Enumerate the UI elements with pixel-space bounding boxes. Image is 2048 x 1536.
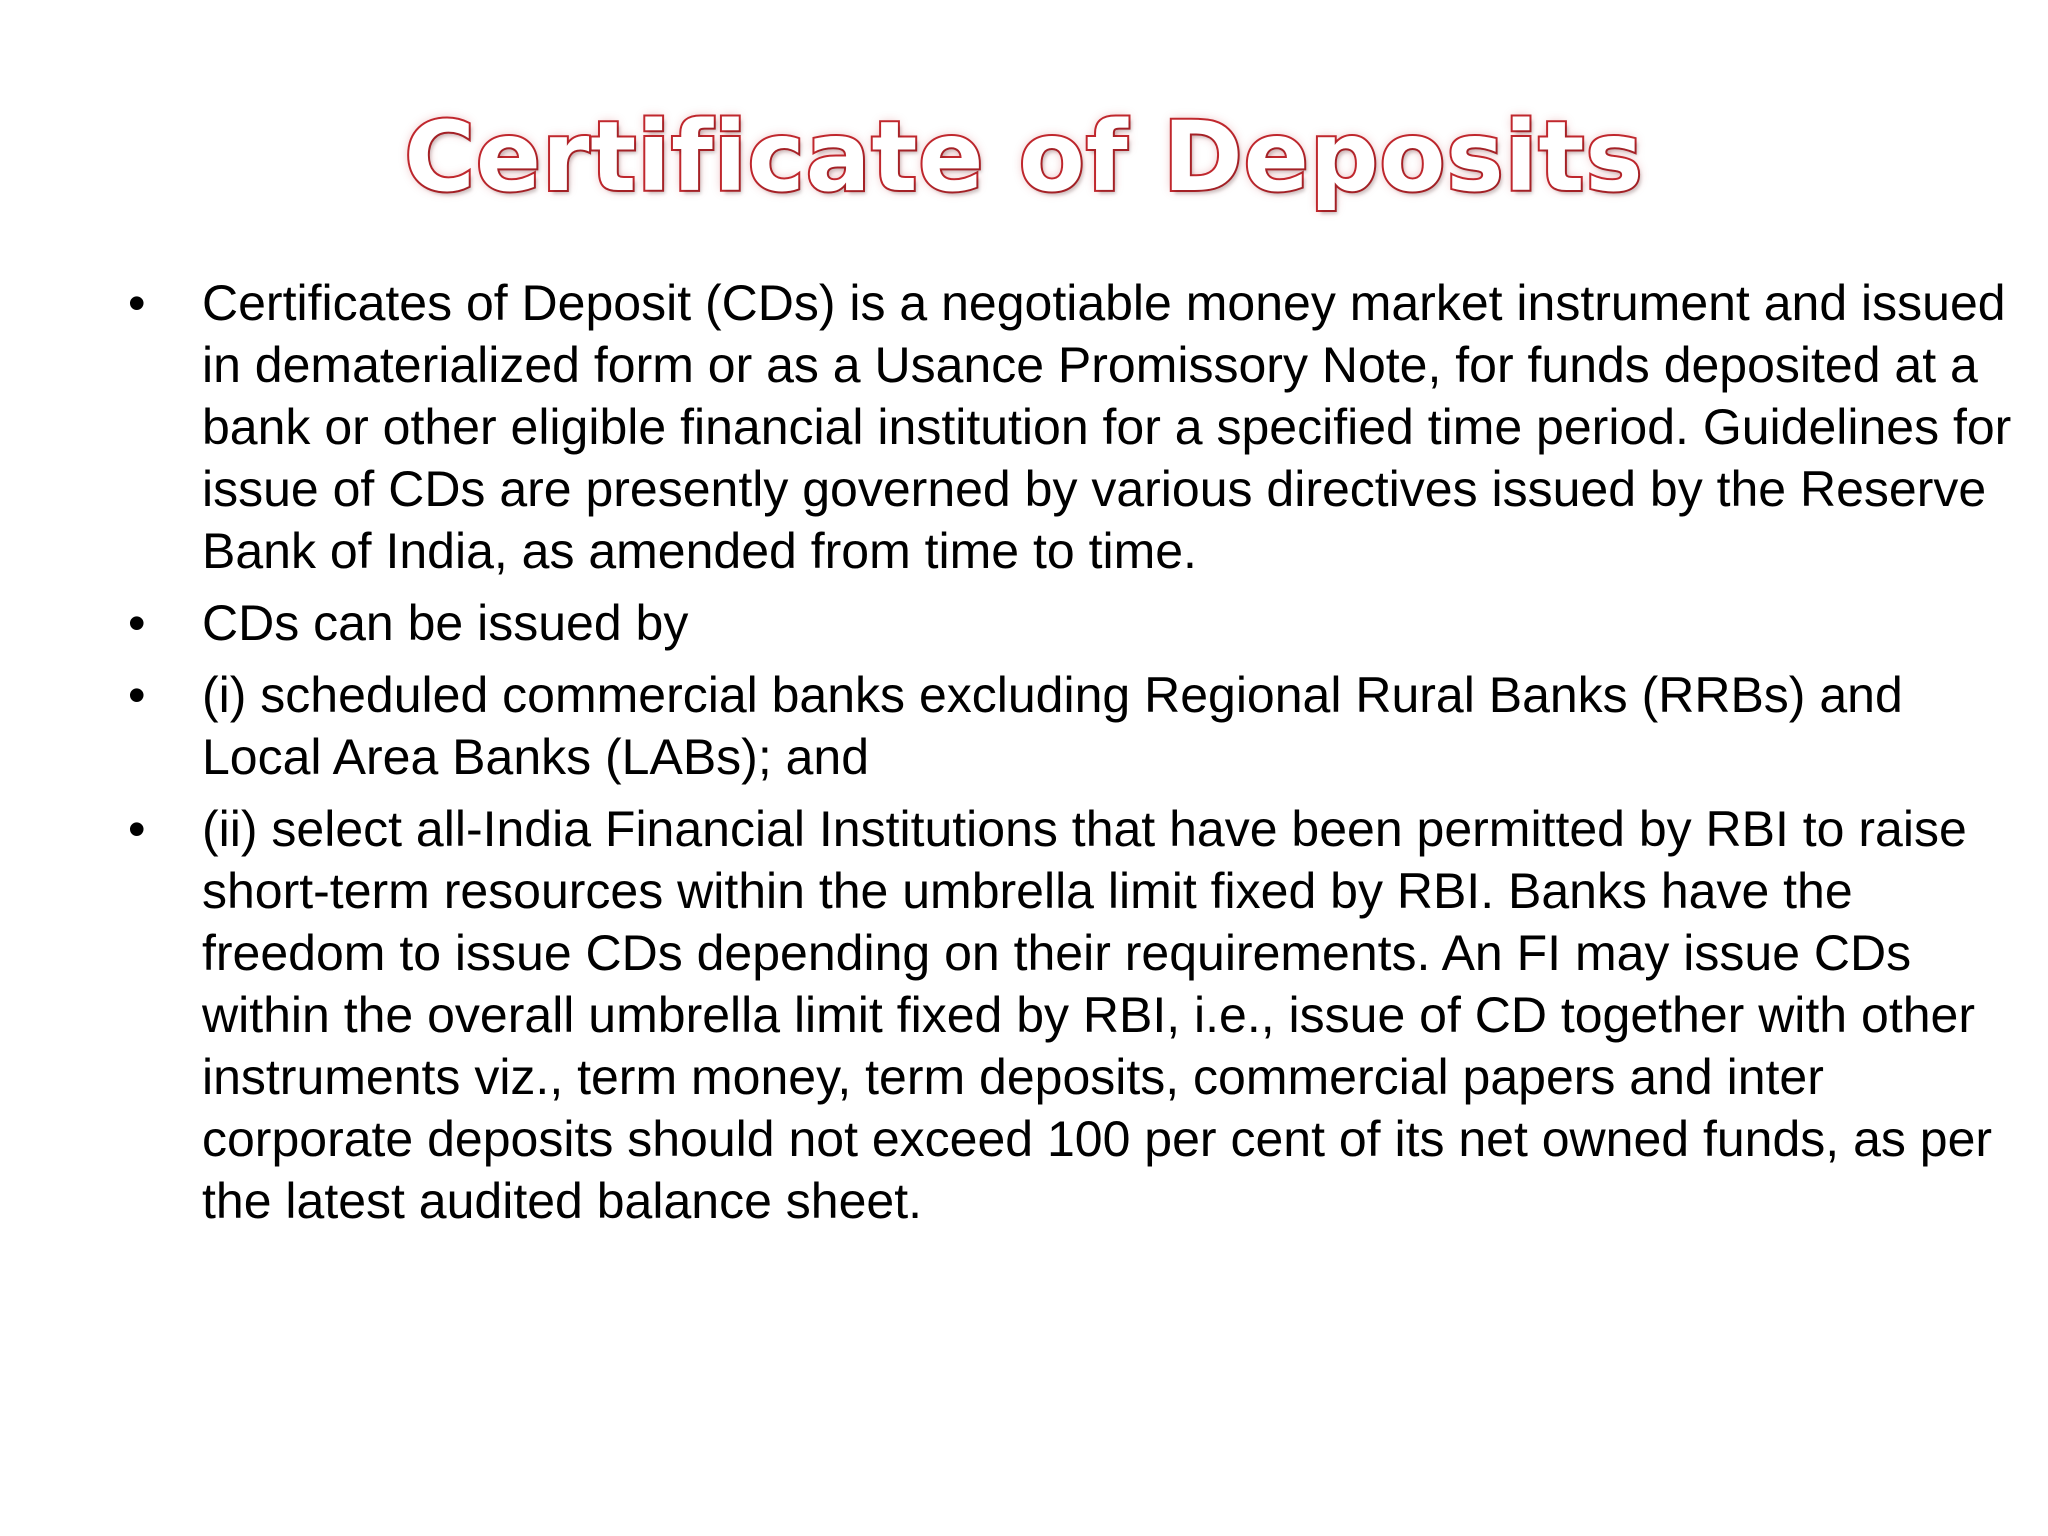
bullet-list	[118, 272, 2013, 1242]
bullet-dot-icon: •	[128, 595, 146, 651]
bullet-text: Certificates of Deposit (CDs) is a negotiable money market instrument and issued in dematerialized form or as a Usance Promissory Note, for funds deposited at a bank or other eligible financial institution for a specified time period. Guidelines for issue of CDs are presently governed by various directives issued by the Reserve Bank of India, as amended from time to time.	[202, 275, 2012, 579]
bullet-text: (i) scheduled commercial banks excluding Regional Rural Banks (RRBs) and Local Area Banks (LABs); and	[202, 667, 1903, 785]
bullet-item	[118, 592, 2013, 654]
bullet-dot-icon: •	[128, 801, 146, 857]
bullet-text: (ii) select all-India Financial Institutions that have been permitted by RBI to raise short-term resources within the umbrella limit fixed by RBI. Banks have the freedom to issue CDs depending on their requirements. An FI may issue CDs within the overall umbrella limit fixed by RBI, i.e., issue of CD together with other instruments viz., term money, term deposits, commercial papers and inter corporate deposits should not exceed 100 per cent of its net owned funds, as per the latest audited balance sheet.	[202, 801, 1993, 1229]
bullet-item	[118, 272, 2013, 582]
bullet-text: CDs can be issued by	[202, 595, 689, 651]
bullet-dot-icon: •	[128, 667, 146, 723]
bullet-item	[118, 798, 2013, 1232]
bullet-item	[118, 664, 2013, 788]
slide-title: Certificate of Deposits	[404, 101, 1644, 213]
bullet-dot-icon: •	[128, 275, 146, 331]
